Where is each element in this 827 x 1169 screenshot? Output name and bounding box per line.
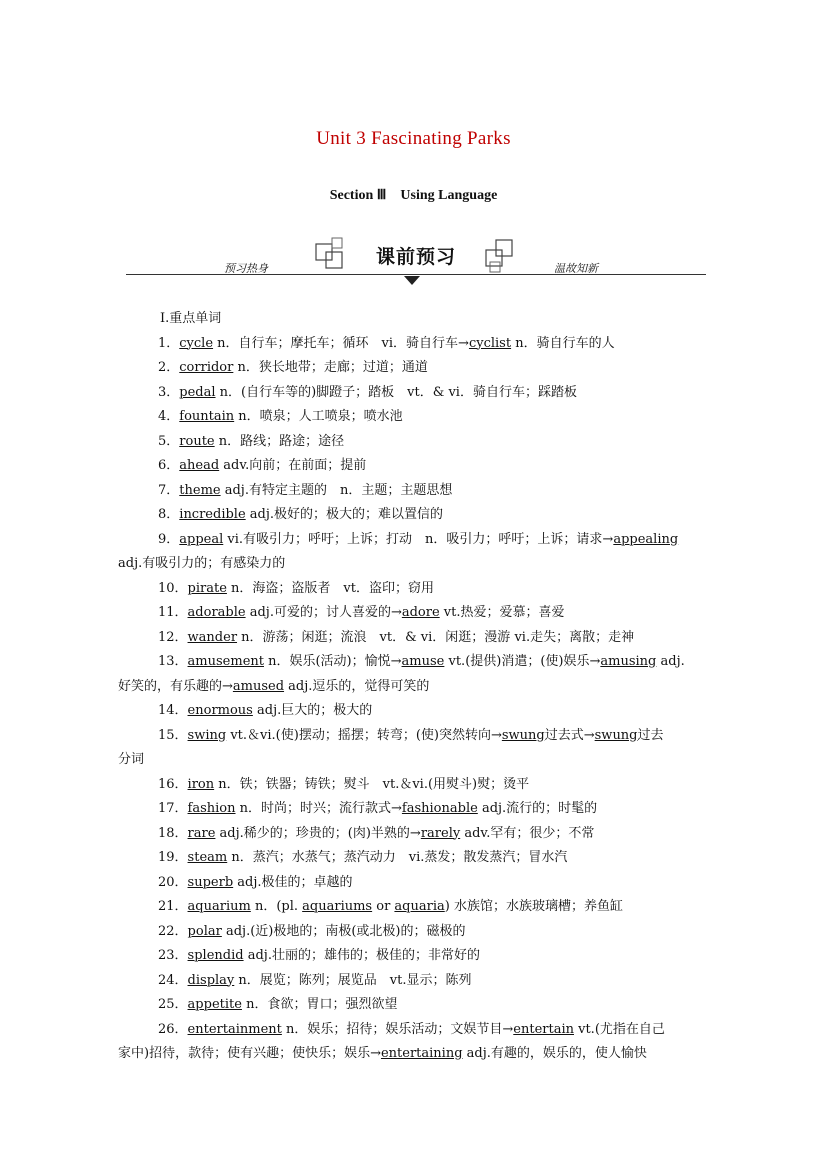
list-item: 3．pedal n．(自行车等的)脚蹬子；踏板 vt．& vi．骑自行车；踩踏板 <box>158 384 577 400</box>
banner-main-label: 课前预习 <box>375 246 456 268</box>
left-squares-icon <box>312 236 352 276</box>
list-item: 7．theme adj.有特定主题的 n．主题；主题思想 <box>158 482 453 498</box>
list-item: 20．superb adj.极佳的；卓越的 <box>158 874 353 890</box>
section-title: Section Ⅲ Using Language <box>329 188 498 203</box>
list-item: 12．wander n．游荡；闲逛；流浪 vt．& vi．闲逛；漫游 vi.走失；离散；走神 <box>158 629 635 645</box>
list-item: 14．enormous adj.巨大的；极大的 <box>158 703 373 718</box>
list-item: 18．rare adj.稀少的；珍贵的；(肉)半熟的→rarely adv.罕有；很少；不常 <box>158 825 595 841</box>
list-item: 21．aquarium n．(pl. aquariums or aquaria) 水族馆；水族玻璃槽；养鱼缸 <box>158 899 623 914</box>
list-item: 23．splendid adj.壮丽的；雄伟的；极佳的；非常好的 <box>158 948 480 963</box>
preview-banner <box>126 232 706 288</box>
down-arrow-icon <box>404 276 420 285</box>
list-item: 24．display n．展览；陈列；展览品 vt.显示；陈列 <box>158 972 472 988</box>
list-item-continuation: 分词 <box>118 752 145 767</box>
list-item: 26．entertainment n．娱乐；招待；娱乐活动；文娱节目→entertain vt.(尤指在自己 <box>158 1021 665 1037</box>
banner-left-label: 预习热身 <box>224 262 268 275</box>
list-item: 2．corridor n．狭长地带；走廊；过道；通道 <box>158 360 428 375</box>
list-item: 15．swing vt.＆vi.(使)摆动；摇摆；转弯；(使)突然转向→swung过去式→swung过去 <box>158 727 664 743</box>
list-item: 1．cycle n．自行车；摩托车；循环 vi．骑自行车→cyclist n．骑自行车的人 <box>158 335 615 351</box>
vocab-list <box>118 307 710 1067</box>
list-item: 8．incredible adj.极好的；极大的；难以置信的 <box>158 507 444 522</box>
list-item: 5．route n．路线；路途；途径 <box>158 433 345 449</box>
vocab-heading: Ⅰ.重点单词 <box>160 311 222 326</box>
list-item: 4．fountain n．喷泉；人工喷泉；喷水池 <box>158 409 403 424</box>
list-item: 9．appeal vi.有吸引力；呼吁；上诉；打动 n．吸引力；呼吁；上诉；请求→appealing <box>158 531 679 547</box>
right-squares-icon <box>482 236 522 276</box>
list-item: 17．fashion n．时尚；时兴；流行款式→fashionable adj.流行的；时髦的 <box>158 801 598 816</box>
list-item: 19．steam n．蒸汽；水蒸气；蒸汽动力 vi.蒸发；散发蒸汽；冒水汽 <box>158 850 568 865</box>
list-item: 25．appetite n．食欲；胃口；强烈欲望 <box>158 997 398 1012</box>
list-item-continuation: 好笑的，有乐趣的→amused adj.逗乐的，觉得可笑的 <box>118 678 430 694</box>
banner-right-label: 温故知新 <box>554 262 598 275</box>
banner-rule <box>126 274 706 275</box>
page-title: Unit 3 Fascinating Parks <box>316 128 511 149</box>
list-item: 16．iron n．铁；铁器；铸铁；熨斗 vt.＆vi.(用熨斗)熨；烫平 <box>158 776 530 792</box>
list-item: 11．adorable adj.可爱的；讨人喜爱的→adore vt.热爱；爱慕；喜爱 <box>158 605 565 620</box>
list-item-continuation: adj.有吸引力的；有感染力的 <box>118 556 286 571</box>
list-item: 13．amusement n．娱乐(活动)；愉悦→amuse vt.(提供)消遣；(使)娱乐→amusing adj. <box>158 654 685 669</box>
list-item: 22．polar adj.(近)极地的；南极(或北极)的；磁极的 <box>158 923 466 939</box>
list-item-continuation: 家中)招待，款待；使有兴趣；使快乐；娱乐→entertaining adj.有趣的，娱乐的，使人愉快 <box>118 1046 647 1061</box>
list-item: 10．pirate n．海盗；盗版者 vt．盗印；窃用 <box>158 580 434 596</box>
list-item: 6．ahead adv.向前；在前面；提前 <box>158 458 367 473</box>
